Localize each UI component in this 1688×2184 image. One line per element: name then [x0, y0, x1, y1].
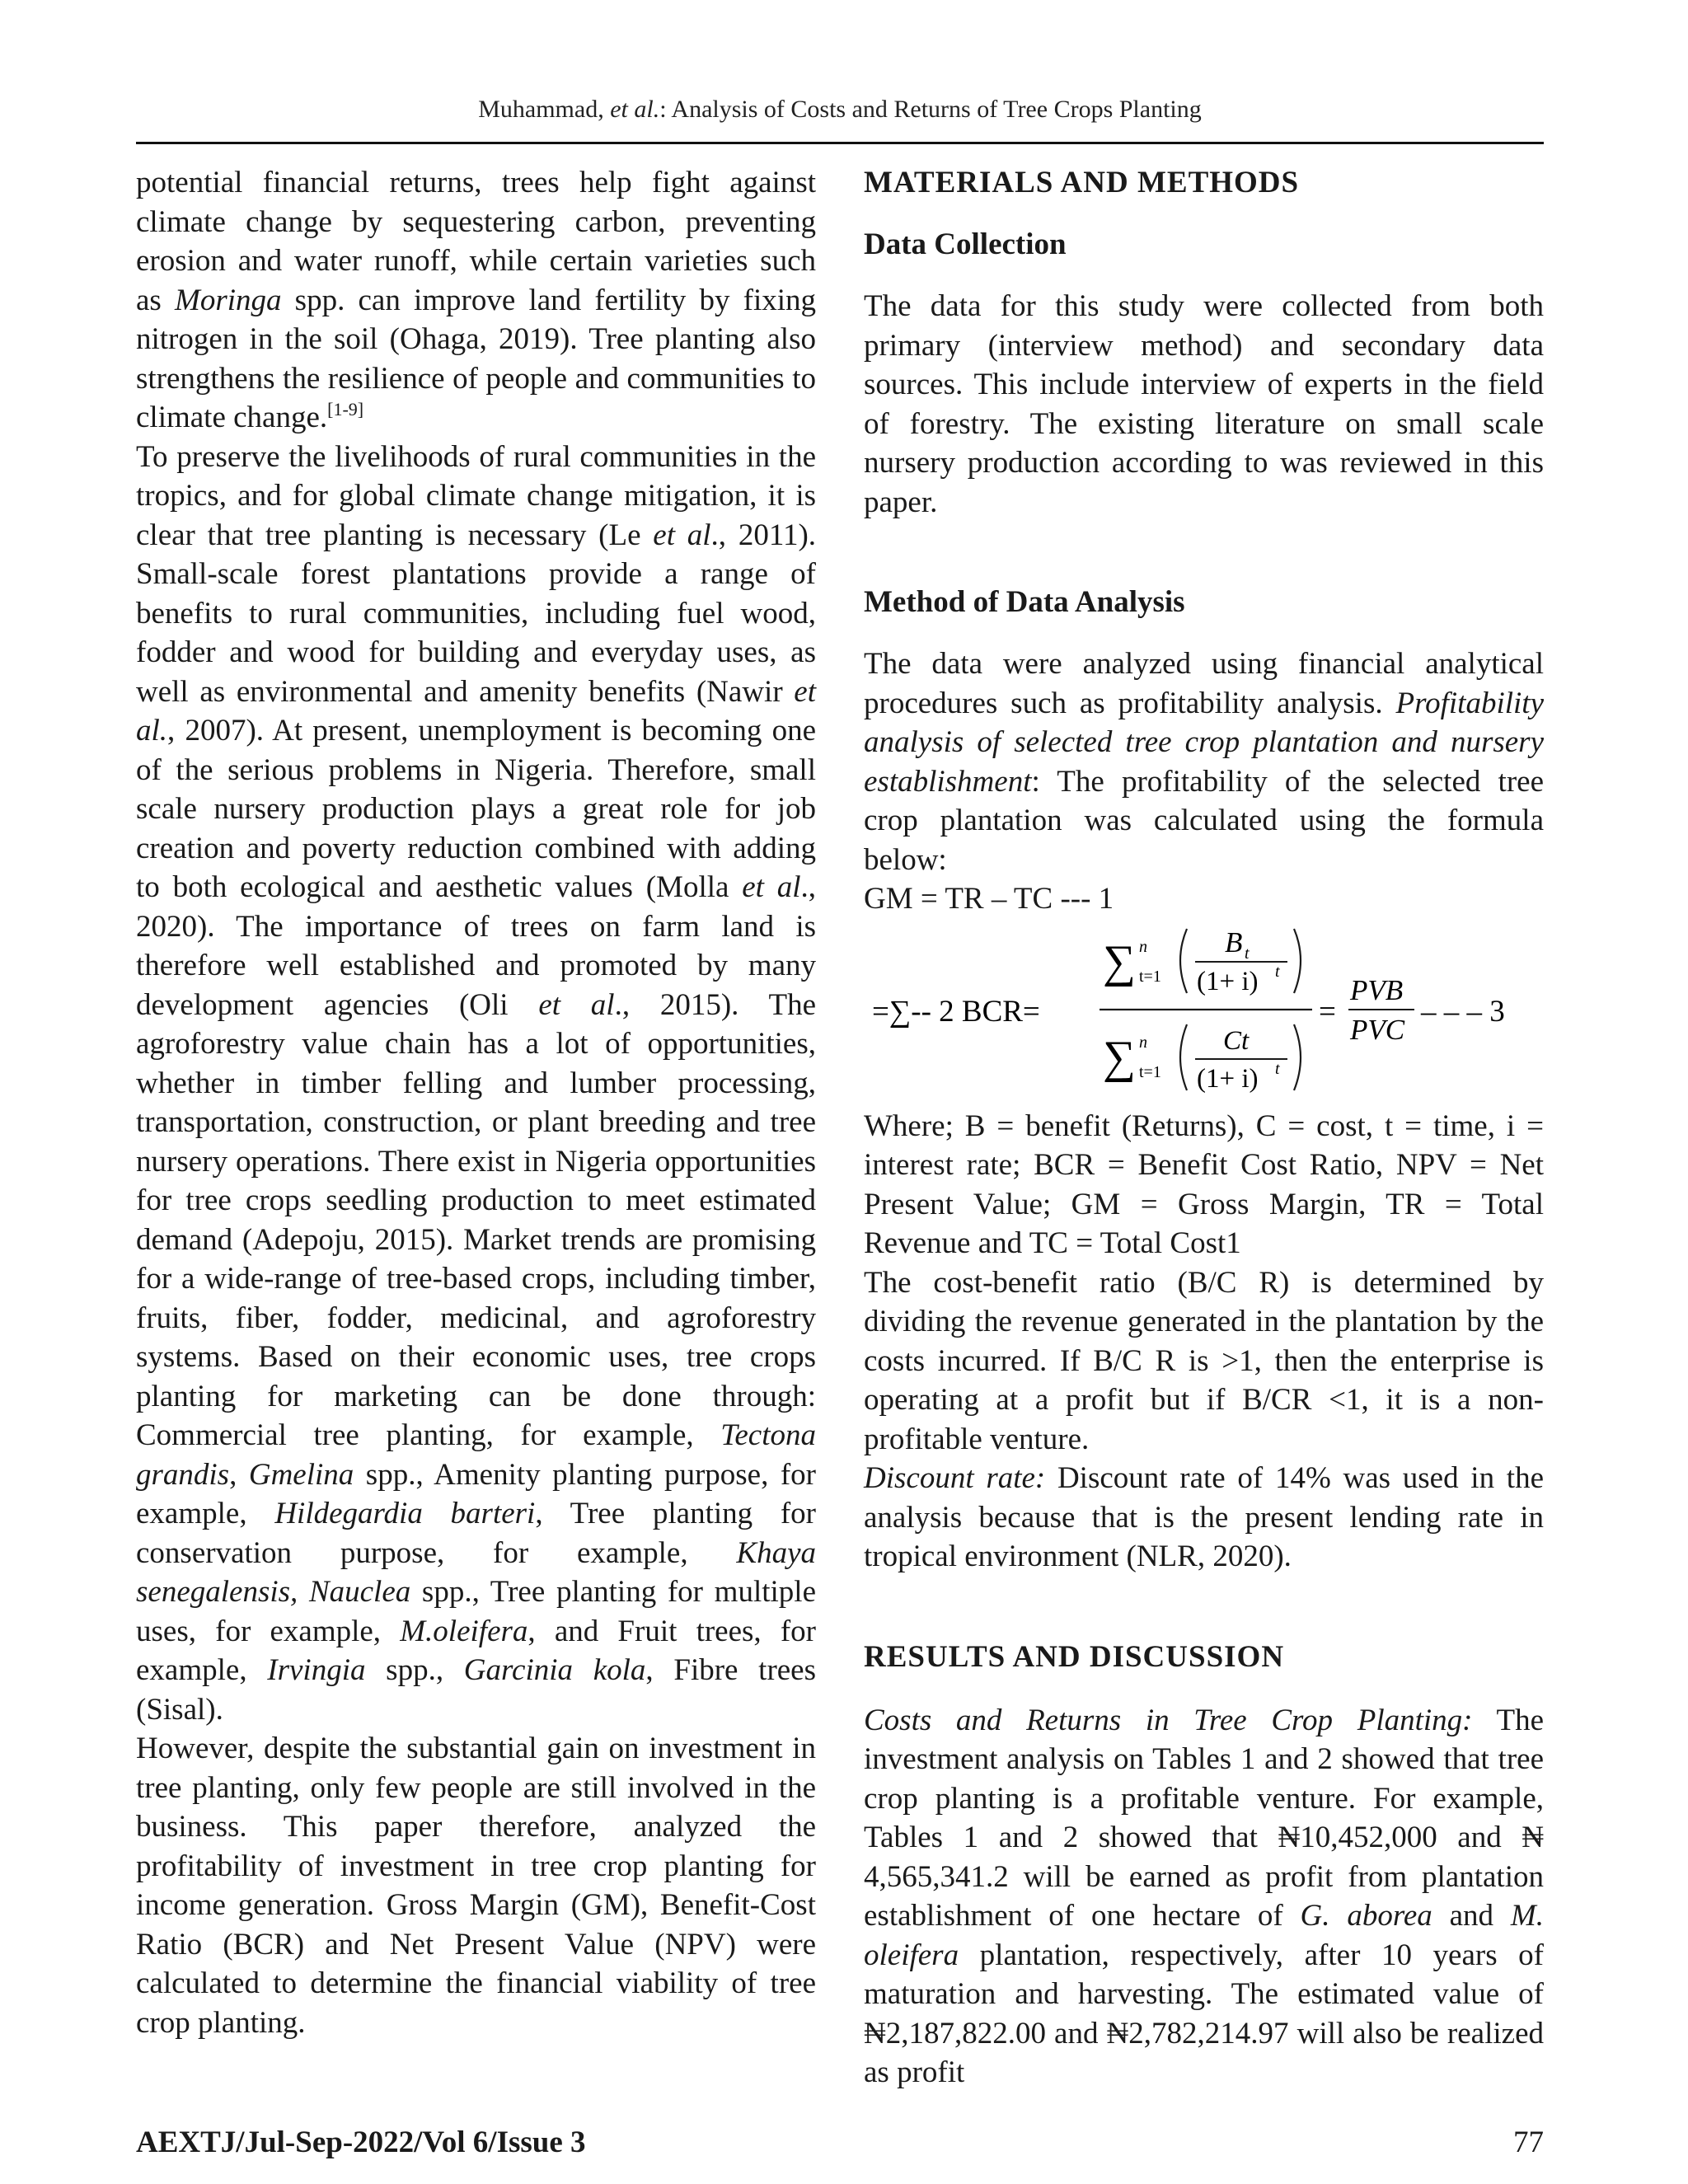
sum-upper-n-numerator: n: [1139, 937, 1147, 956]
bcr-formula-graphic: [864, 919, 1544, 1107]
running-header: Muhammad, et al.: Analysis of Costs and Returns of Tree Crops Planting: [478, 96, 1202, 123]
paragraph-bcr: The cost-benefit ratio (B/C R) is determined by dividing the revenue generated in the plantation by the costs incurred. If B/C R is >1, then the enterprise is operating at a profit but if B/CR <1, it is a non-profitable venture.: [864, 1265, 1544, 1456]
footer-journal: AEXTJ/Jul-Sep-2022/Vol 6/Issue 3: [136, 2125, 586, 2159]
sum-symbol-numerator: ∑: [1103, 935, 1136, 987]
numerator-denominator: (1+ i): [1197, 966, 1259, 996]
paragraph-where: Where; B = benefit (Returns), C = cost, t = time, i = interest rate; BCR = Benefit Cost Ratio, NPV = Net Present Value; GM = Gross Margin, TR = Total Revenue and TC = Total Cost1: [864, 1108, 1544, 1260]
left-column: [136, 163, 816, 2042]
denominator-denominator-exp: t: [1275, 1059, 1280, 1078]
equation-gm: GM = TR – TC --- 1: [864, 882, 1114, 916]
heading-method-analysis: Method of Data Analysis: [864, 585, 1185, 619]
page-number: 77: [1513, 2125, 1544, 2159]
paragraph-objective: However, despite the substantial gain on investment in tree planting, only few people are still involved in the business. This paper therefore, analyzed the profitability of investment in tree crop planting for income generation. Gross Margin (GM), Benefit-Cost Ratio (BCR) and Net Present Value (NPV) were calculated to determine the financial viability of tree crop planting.: [136, 1732, 816, 2040]
bcr-formula: [864, 919, 1544, 1107]
numerator-bt: B: [1225, 926, 1243, 958]
formula-pvb: PVB: [1350, 973, 1404, 1006]
formula-equals: =: [1319, 994, 1336, 1029]
sum-upper-n-denominator: n: [1139, 1033, 1147, 1052]
right-column: [864, 163, 1544, 2093]
denominator-denominator: (1+ i): [1197, 1063, 1259, 1094]
paragraph-results: Costs and Returns in Tree Crop Planting: The investment analysis on Tables 1 and 2 showed that tree crop planting is a profitable venture. For example, Tables 1 and 2 showed that ₦10,452,000 and ₦ 4,565,341.2 will be earned as profit from plantation establishment of one hectare of G. aborea and M. oleifera plantation, respectively, after 10 years of maturation and harvesting. The estimated value of ₦2,187,822.00 and ₦2,782,214.97 will also be realized as profit: [864, 1703, 1545, 2089]
formula-pvc: PVC: [1350, 1013, 1405, 1046]
formula-lead: =∑-- 2 BCR=: [872, 994, 1040, 1029]
heading-results-discussion: RESULTS AND DISCUSSION: [864, 1639, 1285, 1674]
sum-symbol-denominator: ∑: [1103, 1031, 1136, 1083]
header-rule: [136, 142, 1544, 144]
paragraph-discount: Discount rate: Discount rate of 14% was used in the analysis because that is the present lending rate in tropical environment (NLR, 2020).: [864, 1461, 1544, 1573]
heading-materials-methods: MATERIALS AND METHODS: [864, 166, 1300, 199]
sum-lower-t1-denominator: t=1: [1139, 1062, 1161, 1081]
heading-data-collection: Data Collection: [864, 227, 1067, 261]
citation-ref: [1-9]: [327, 399, 364, 419]
paragraph-data-collection: The data for this study were collected from both primary (interview method) and secondary data sources. This include interview of experts in the field of forestry. The existing literature on small scale nursery production according to was reviewed in this paper.: [864, 289, 1544, 519]
paragraph-livelihoods: To preserve the livelihoods of rural communities in the tropics, and for global climate change mitigation, it is clear that tree planting is necessary (Le et al., 2011). Small-scale forest plantations provide a range of benefits to rural communities, including fuel wood, fodder and wood for building and everyday uses, as well as environmental and amenity benefits (Nawir et al., 2007). At present, unemployment is becoming one of the serious problems in Nigeria. Therefore, small scale nursery production plays a great role for job creation and poverty reduction combined with adding to both ecological and aesthetic values (Molla et al., 2020). The importance of trees on farm land is therefore well established and promoted by many development agencies (Oli et al., 2015). The agroforestry value chain has a lot of opportunities, whether in timber felling and lumber processing, transportation, construction, or plant breeding and tree nursery operations. There exist in Nigeria opportunities for tree crops seedling production to meet estimated demand (Adepoju, 2015). Market trends are promising for a wide-range of tree-based crops, including timber, fruits, fiber, fodder, medicinal, and agroforestry systems. Based on their economic uses, tree crops planting for marketing can be done through: Commercial tree planting, for example, Tectona grandis, Gmelina spp., Amenity planting purpose, for example, Hildegardia barteri, Tree planting for conservation purpose, for example, Khaya senegalensis, Nauclea spp., Tree planting for multiple uses, for example, M.oleifera, and Fruit trees, for example, Irvingia spp., Garcinia kola, Fibre trees (Sisal).: [136, 439, 817, 1727]
paragraph-method-analysis: The data were analyzed using financial analytical procedures such as profitability analysis. Profitability analysis of selected tree crop plantation and nursery establishment: The profitability of the selected tree crop plantation was calculated using the formula below:: [864, 647, 1544, 877]
formula-tail: – – – 3: [1421, 994, 1505, 1029]
numerator-denominator-exp: t: [1275, 962, 1280, 981]
denominator-ct: Ct: [1223, 1025, 1250, 1056]
sum-lower-t1-numerator: t=1: [1139, 967, 1161, 986]
numerator-bt-sub: t: [1245, 944, 1250, 963]
paragraph-intro-continued: potential financial returns, trees help fight against climate change by sequestering carbon, preventing erosion and water runoff, while certain varieties such as Moringa spp. can improve land fertility by fixing nitrogen in the soil (Ohaga, 2019). Tree planting also strengthens the resilience of people and communities to climate change.[1-9]: [136, 166, 817, 434]
